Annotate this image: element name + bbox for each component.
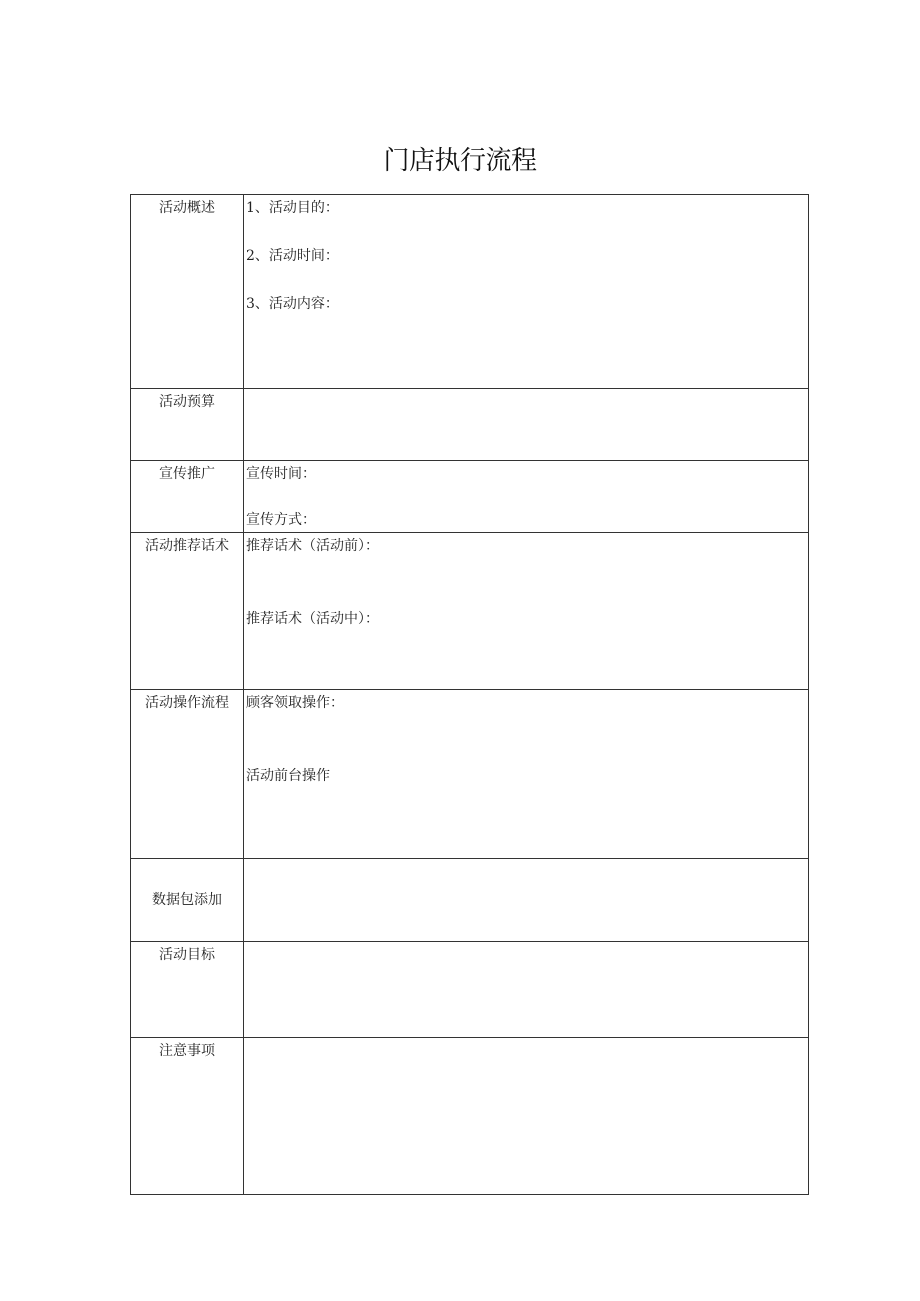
row-label: 数据包添加: [131, 859, 244, 942]
table-row-promotion: [131, 461, 809, 533]
row-content[interactable]: [244, 859, 809, 942]
row-label: 宣传推广: [131, 461, 244, 533]
row-label: 注意事项: [131, 1038, 244, 1195]
row-label: 活动推荐话术: [131, 533, 244, 690]
row-label: 活动目标: [131, 942, 244, 1038]
field-customer-claim: 顾客领取操作：: [246, 695, 344, 711]
field-promotion-method: 宣传方式：: [246, 512, 316, 528]
page-title: 门店执行流程: [383, 146, 537, 176]
table-row-activity-overview: [131, 195, 809, 389]
field-front-desk: 活动前台操作: [246, 768, 330, 784]
row-content[interactable]: [244, 690, 809, 859]
field-activity-time: 2、活动时间：: [246, 248, 339, 264]
row-content[interactable]: [244, 942, 809, 1038]
row-label: 活动概述: [131, 195, 244, 389]
row-content[interactable]: [244, 389, 809, 461]
row-content[interactable]: [244, 461, 809, 533]
row-label: 活动预算: [131, 389, 244, 461]
field-activity-content: 3、活动内容：: [246, 296, 339, 312]
field-activity-purpose: 1、活动目的：: [246, 200, 339, 216]
row-content[interactable]: [244, 195, 809, 389]
field-script-before: 推荐话术（活动前）：: [246, 538, 379, 554]
field-promotion-time: 宣传时间：: [246, 466, 316, 482]
table-row-activity-goal: [131, 942, 809, 1038]
execution-form-table: [130, 194, 809, 1195]
table-row-notes: [131, 1038, 809, 1195]
field-script-during: 推荐话术（活动中）：: [246, 611, 379, 627]
table-row-recommend-script: [131, 533, 809, 690]
table-row-operation-flow: [131, 690, 809, 859]
row-content[interactable]: [244, 1038, 809, 1195]
row-label: 活动操作流程: [131, 690, 244, 859]
row-content[interactable]: [244, 533, 809, 690]
table-row-data-package: [131, 859, 809, 942]
table-row-activity-budget: [131, 389, 809, 461]
